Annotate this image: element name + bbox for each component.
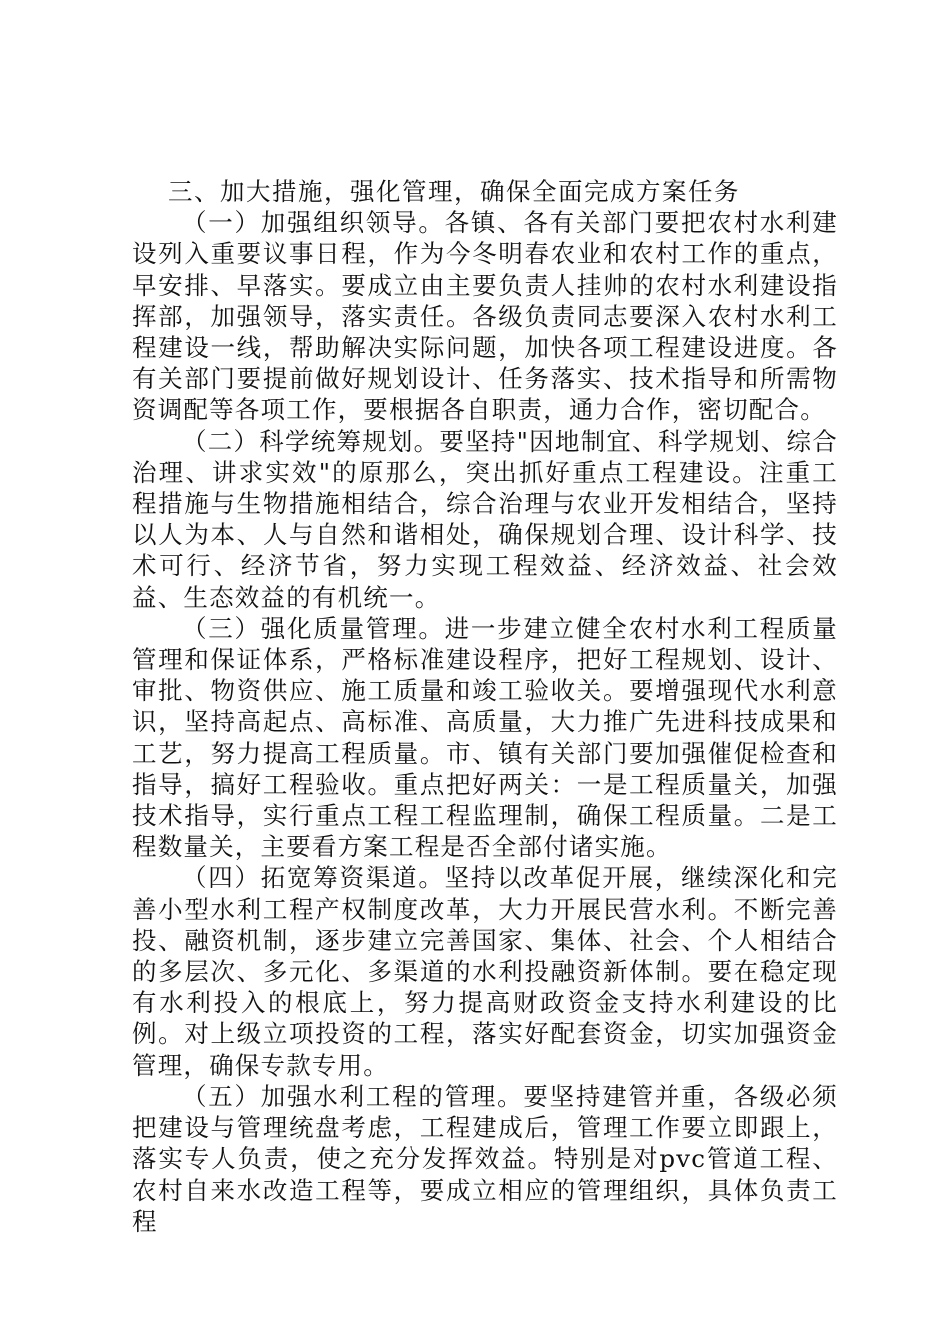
paragraph-organization-leadership: （一）加强组织领导。各镇、各有关部门要把农村水利建设列入重要议事日程，作为今冬明春农业和农村工作的重点，早安排、早落实。要成立由主要负责人挂帅的农村水利建设指挥部，加强领导，落实责任。各级负责同志要深入农村水利工程建设一线，帮助解决实际问题，加快各项工程建设进度。各有关部门要提前做好规划设计、任务落实、技术指导和所需物资调配等各项工作，要根据各自职责，通力合作，密切配合。: [132, 208, 838, 425]
paragraph-funding-channels: （四）拓宽筹资渠道。坚持以改革促开展，继续深化和完善小型水利工程产权制度改革，大力开展民营水利。不断完善投、融资机制，逐步建立完善国家、集体、社会、个人相结合的多层次、多元化、多渠道的水利投融资新体制。要在稳定现有水利投入的根底上，努力提高财政资金支持水利建设的比例。对上级立项投资的工程，落实好配套资金，切实加强资金管理，确保专款专用。: [132, 863, 838, 1080]
paragraph-project-management: （五）加强水利工程的管理。要坚持建管并重，各级必须把建设与管理统盘考虑，工程建成后，管理工作要立即跟上，落实专人负责，使之充分发挥效益。特别是对pvc管道工程、农村自来水改造工程等，要成立相应的管理组织，具体负责工程: [132, 1081, 838, 1236]
section-heading: 三、加大措施，强化管理，确保全面完成方案任务: [168, 177, 740, 206]
paragraph-quality-management: （三）强化质量管理。进一步建立健全农村水利工程质量管理和保证体系，严格标准建设程序，把好工程规划、设计、审批、物资供应、施工质量和竣工验收关。要增强现代水利意识，坚持高起点、高标准、高质量，大力推广先进科技成果和工艺，努力提高工程质量。市、镇有关部门要加强催促检查和指导，搞好工程验收。重点把好两关：一是工程质量关，加强技术指导，实行重点工程工程监理制，确保工程质量。二是工程数量关，主要看方案工程是否全部付诸实施。: [132, 613, 838, 862]
document-body: [132, 176, 838, 1237]
paragraph-planning: （二）科学统筹规划。要坚持"因地制宜、科学规划、综合治理、讲求实效"的原那么，突出抓好重点工程建设。注重工程措施与生物措施相结合，综合治理与农业开发相结合，坚持以人为本、人与自然和谐相处，确保规划合理、设计科学、技术可行、经济节省，努力实现工程效益、经济效益、社会效益、生态效益的有机统一。: [132, 426, 838, 612]
